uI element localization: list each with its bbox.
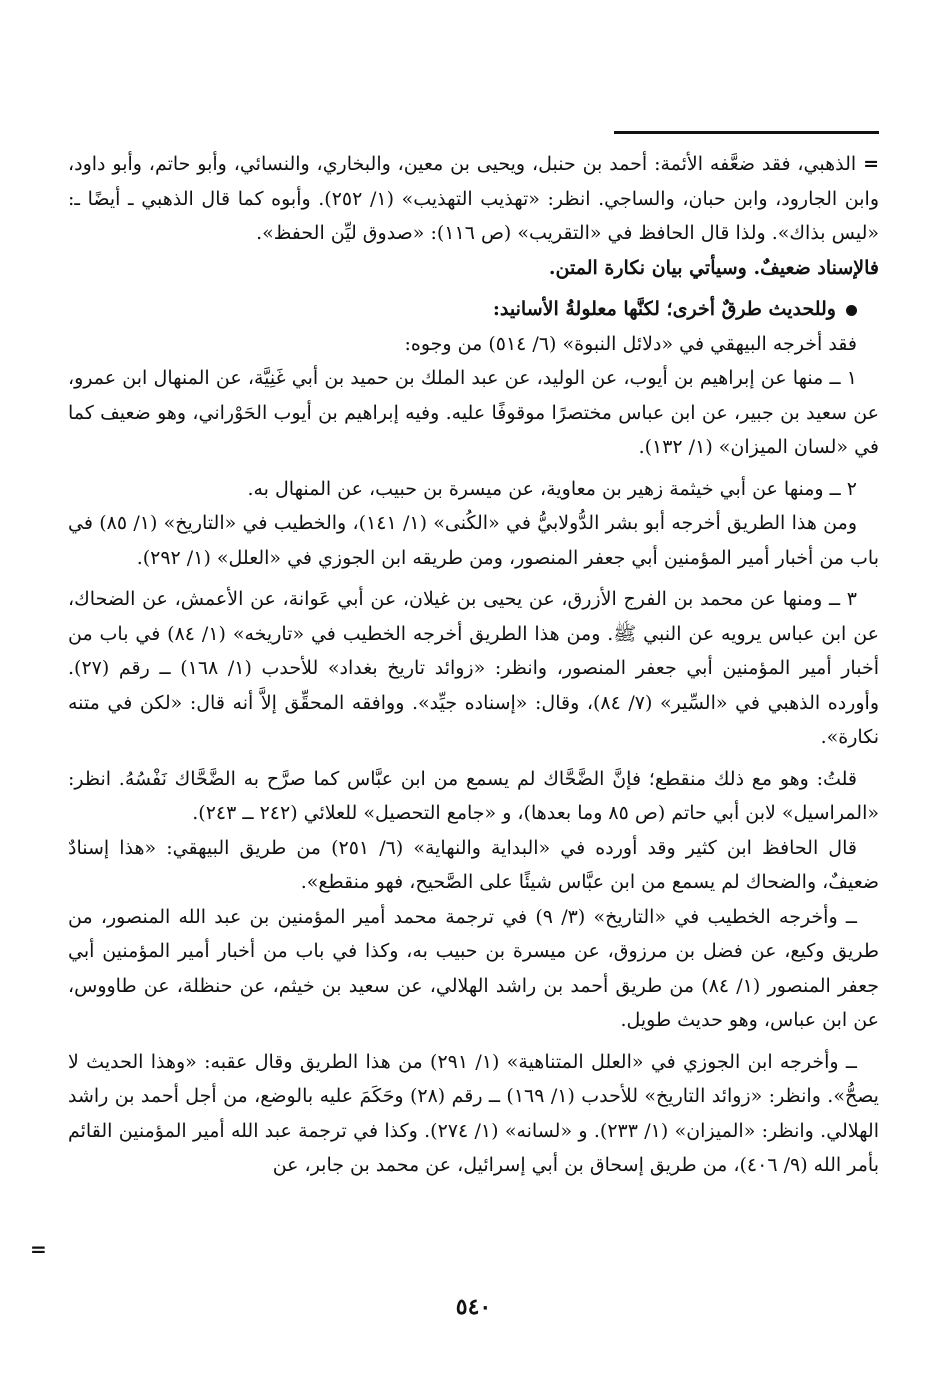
continuation-mark: = [863,153,879,175]
bullet-icon [846,305,857,316]
continuation-mark-end: = [30,1237,47,1261]
paragraph-10: قال الحافظ ابن كثير وقد أورده في «البداية والنهاية» (٦/ ٢٥١) من طريق البيهقي: «هذا إسنادٌ ضعيفٌ، والضحاك لم يسمع من ابن عبَّاس شيئًا على الصَّحيح، فهو منقطع». [68,836,879,893]
paragraph-5: ١ ــ منها عن إبراهيم بن أيوب، عن الوليد، عن عبد الملك بن حميد بن أبي غَنِيَّة، عن المنهال ابن عمرو، عن سعيد بن جبير، عن ابن عباس مختصرًا موقوفًا عليه. وفيه إبراهيم بن أيوب الحَوْراني، وهو ضعيف كما في «لسان الميزان» (١/ ١٣٢). [68,367,879,458]
paragraph-3: وللحديث طرقٌ أخرى؛ لكنَّها معلولةُ الأسانيد: [68,292,879,327]
footnote-separator-line [614,131,879,134]
paragraph-8: ٣ ــ ومنها عن محمد بن الفرج الأزرق، عن يحيى بن غيلان، عن أبي عَوانة، عن الأعمش، عن الضحاك، عن ابن عباس يرويه عن النبي ﷺ. ومن هذا الطريق أخرجه الخطيب في «تاريخه» (١/ ٨٤) في باب من أخبار أمير المؤمنين أبي جعفر المنصور، وانظر: «زوائد تاريخ بغداد» للأحدب (١/ ١٦٨) ــ رقم (٢٧). وأورده الذهبي في «السِّير» (٧/ ٨٤)، وقال: «إسناده جيِّد». ووافقه المحقِّق إلاَّ أنه قال: «لكن في متنه نكارة». [68,588,880,748]
paragraph-12: ــ وأخرجه ابن الجوزي في «العلل المتناهية» (١/ ٢٩١) من هذا الطريق وقال عقبه: «وهذا الحديث لا يصحُّ». وانظر: «زوائد التاريخ» للأحدب (١/ ١٦٩) ــ رقم (٢٨) وحَكَمَ عليه بالوضع، من أجل أحمد بن راشد الهلالي. وانظر: «الميزان» (١/ ٢٣٣). و «لسانه» (١/ ٢٧٤). وكذا في ترجمة عبد الله أمير المؤمنين القائم بأمر الله (٩/ ٤٠٦)، من طريق إسحاق بن أبي إسرائيل، عن محمد بن جابر، عن [68,1050,879,1176]
paragraph-4: فقد أخرجه البيهقي في «دلائل النبوة» (٦/ ٥١٤) من وجوه: [404,332,857,355]
page-number: ٥٤٠ [455,1294,492,1320]
paragraph-11: ــ وأخرجه الخطيب في «التاريخ» (٣/ ٩) في ترجمة محمد أمير المؤمنين بن عبد الله المنصور، من طريق وكيع، عن فضل بن مرزوق، عن ميسرة بن حبيب به، وكذا في باب من أخبار أمير المؤمنين أبي جعفر المنصور (١/ ٨٤) من طريق أحمد بن راشد الهلالي، عن سعيد بن خيثم، عن حنظلة، عن طاووس، عن ابن عباس، وهو حديث طويل. [68,905,879,1031]
footnote-text-block [68,147,879,1183]
paragraph-1: = الذهبي، فقد ضعَّفه الأئمة: أحمد بن حنبل، ويحيى بن معين، والبخاري، والنسائي، وأبو حاتم، وأبو داود، وابن الجارود، وابن حبان، والساجي. انظر: «تهذيب التهذيب» (١/ ٢٥٢). وأبوه كما قال الذهبي ـ أيضًا ـ: «ليس بذاك». ولذا قال الحافظ في «التقريب» (ص ١١٦): «صدوق ليِّن الحفظ». [68,153,880,244]
paragraph-9: قلتُ: وهو مع ذلك منقطع؛ فإنَّ الضَّحَّاك لم يسمع من ابن عبَّاس كما صرَّح به الضَّحَّاك نَفْسُهُ. انظر: «المراسيل» لابن أبي حاتم (ص ٨٥ وما بعدها)، و «جامع التحصيل» للعلائي (٢٤٢ ــ ٢٤٣). [68,767,879,824]
paragraph-6: ٢ ــ ومنها عن أبي خيثمة زهير بن معاوية، عن ميسرة بن حبيب، عن المنهال به. [247,477,857,500]
paragraph-2: فالإسناد ضعيفٌ. وسيأتي بيان نكارة المتن. [548,256,879,279]
paragraph-7: ومن هذا الطريق أخرجه أبو بشر الدُّولابيُّ في «الكُنى» (١/ ١٤١)، والخطيب في «التاريخ» (١/ ٨٥) في باب من أخبار أمير المؤمنين أبي جعفر المنصور، ومن طريقه ابن الجوزي في «العلل» (١/ ٢٩٢). [68,512,879,569]
